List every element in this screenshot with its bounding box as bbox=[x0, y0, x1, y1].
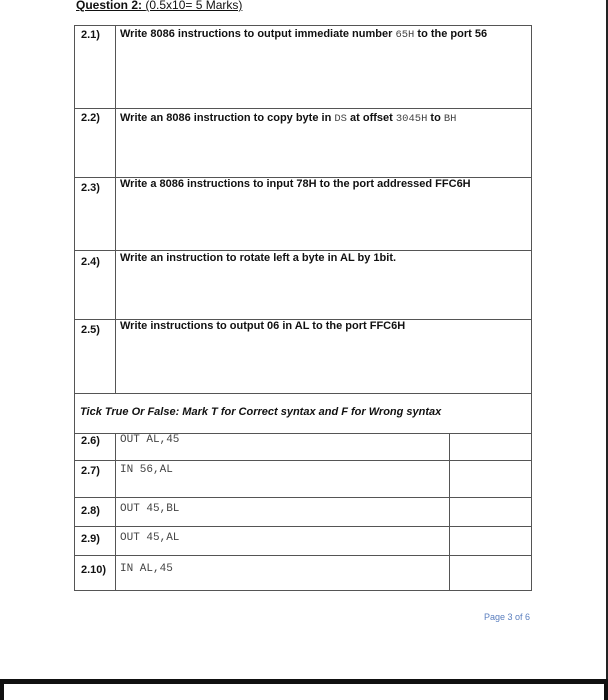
question-text: Write a 8086 instructions to input 78H to the port addressed FFC6H bbox=[120, 178, 471, 190]
tf-row-2-8 bbox=[74, 497, 532, 527]
question-number: 2.1) bbox=[81, 29, 100, 41]
marks-label: (0.5x10= 5 Marks) bbox=[145, 0, 243, 12]
question-text: Write an instruction to rotate left a byte in AL by 1bit. bbox=[120, 252, 397, 264]
question-title: Question 2: (0.5x10= 5 Marks) bbox=[76, 0, 243, 12]
question-box-2-3 bbox=[74, 177, 532, 251]
tf-number: 2.10) bbox=[81, 564, 107, 576]
tf-number: 2.9) bbox=[81, 533, 100, 545]
question-number: 2.5) bbox=[81, 324, 100, 336]
question-box-2-5 bbox=[74, 319, 532, 394]
question-text: Write 8086 instructions to output immediate number 65H to the port 56 bbox=[120, 28, 488, 41]
question-number: 2.2) bbox=[81, 112, 100, 124]
question-box-2-1 bbox=[74, 25, 532, 109]
tick-instruction: Tick True Or False: Mark T for Correct syntax and F for Wrong syntax bbox=[80, 406, 442, 418]
tf-code: OUT 45,AL bbox=[120, 532, 180, 544]
tf-number: 2.7) bbox=[81, 465, 100, 477]
tf-number: 2.6) bbox=[81, 435, 100, 447]
tf-row-2-6 bbox=[74, 433, 532, 461]
tf-code: OUT AL,45 bbox=[120, 434, 180, 446]
bottom-strip bbox=[4, 684, 604, 700]
tf-number: 2.8) bbox=[81, 505, 100, 517]
page-number: Page 3 of 6 bbox=[484, 612, 531, 622]
question-number: 2.3) bbox=[81, 182, 100, 194]
question-text: Write an 8086 instruction to copy byte in DS at offset 3045H to BH bbox=[120, 112, 457, 125]
question-number: 2.4) bbox=[81, 256, 100, 268]
tf-code: IN AL,45 bbox=[120, 563, 173, 575]
tf-code: IN 56,AL bbox=[120, 464, 173, 476]
tf-row-2-10 bbox=[74, 555, 532, 591]
tf-code: OUT 45,BL bbox=[120, 503, 180, 515]
question-box-2-2 bbox=[74, 108, 532, 178]
tf-row-2-9 bbox=[74, 526, 532, 556]
question-text: Write instructions to output 06 in AL to the port FFC6H bbox=[120, 320, 406, 332]
question-box-2-4 bbox=[74, 250, 532, 320]
tf-row-2-7 bbox=[74, 460, 532, 498]
